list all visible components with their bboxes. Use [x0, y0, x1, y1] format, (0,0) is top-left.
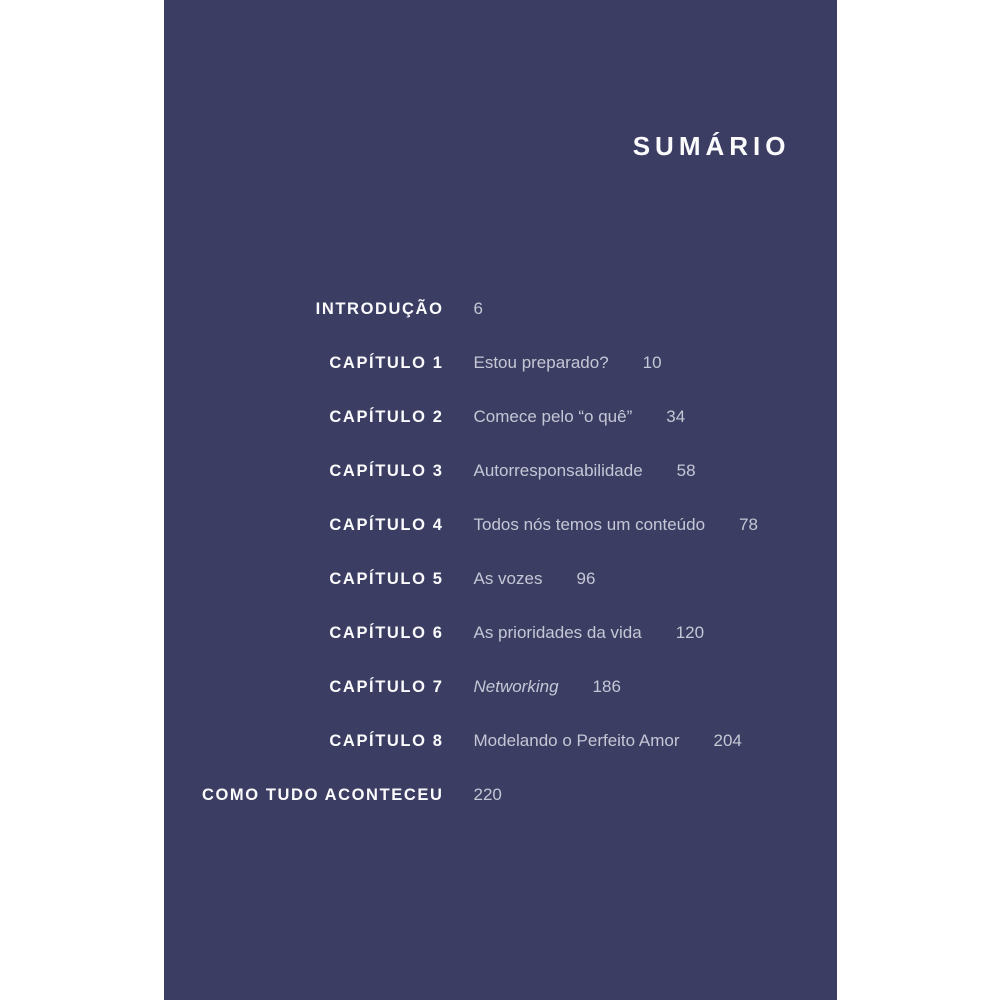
- toc-entry: [164, 460, 837, 482]
- toc-entry-page-number: 220: [473, 785, 502, 804]
- toc-entry-page-number: 96: [576, 569, 596, 588]
- toc-entry-content: [474, 298, 483, 320]
- book-toc-page: [164, 0, 837, 1000]
- toc-entry-label: INTRODUÇÃO: [315, 300, 444, 318]
- toc-entry-label: CAPÍTULO 4: [329, 516, 444, 534]
- toc-entry-title: As vozes: [473, 569, 543, 588]
- toc-entry-content: [474, 784, 502, 806]
- toc-entry-title: Networking: [473, 677, 559, 696]
- toc-entry-content: [474, 730, 742, 752]
- toc-entry: [164, 622, 837, 644]
- toc-entry-content: [474, 460, 696, 482]
- toc-entry-content: [474, 622, 705, 644]
- toc-entry-page-number: 204: [713, 731, 742, 750]
- toc-list: [164, 298, 837, 806]
- toc-entry-label: CAPÍTULO 7: [329, 678, 444, 696]
- toc-entry-page-number: 6: [473, 299, 483, 318]
- toc-entry: [164, 514, 837, 536]
- toc-entry-label: CAPÍTULO 6: [329, 624, 444, 642]
- toc-entry-content: [474, 568, 596, 590]
- toc-entry-page-number: 78: [739, 515, 758, 534]
- toc-entry-page-number: 10: [642, 353, 662, 372]
- toc-entry-title: Modelando o Perfeito Amor: [473, 731, 680, 750]
- toc-entry: [164, 784, 837, 806]
- toc-entry-label: CAPÍTULO 1: [329, 354, 444, 372]
- toc-entry-title: Estou preparado?: [473, 353, 609, 372]
- toc-entry-label: CAPÍTULO 5: [329, 570, 444, 588]
- toc-entry-page-number: 120: [675, 623, 705, 642]
- toc-entry: [164, 568, 837, 590]
- toc-entry-page-number: 34: [666, 407, 686, 426]
- toc-entry-label: CAPÍTULO 2: [329, 408, 444, 426]
- toc-entry-title: Autorresponsabilidade: [473, 461, 643, 480]
- page-title: SUMÁRIO: [632, 131, 791, 161]
- toc-entry: [164, 298, 837, 320]
- toc-entry-title: Todos nós temos um conteúdo: [473, 515, 706, 534]
- toc-entry: [164, 730, 837, 752]
- toc-entry-content: [474, 514, 758, 536]
- toc-entry-title: As prioridades da vida: [473, 623, 642, 642]
- toc-entry-label: COMO TUDO ACONTECEU: [201, 786, 444, 804]
- toc-entry-page-number: 58: [676, 461, 696, 480]
- toc-entry: [164, 676, 837, 698]
- toc-entry: [164, 406, 837, 428]
- toc-entry-title: Comece pelo “o quê”: [473, 407, 633, 426]
- toc-entry-label: CAPÍTULO 3: [329, 462, 444, 480]
- toc-entry-content: [474, 406, 686, 428]
- toc-entry: [164, 352, 837, 374]
- toc-entry-page-number: 186: [592, 677, 621, 696]
- toc-entry-content: [474, 352, 662, 374]
- toc-entry-content: [474, 676, 621, 698]
- toc-entry-label: CAPÍTULO 8: [329, 732, 444, 750]
